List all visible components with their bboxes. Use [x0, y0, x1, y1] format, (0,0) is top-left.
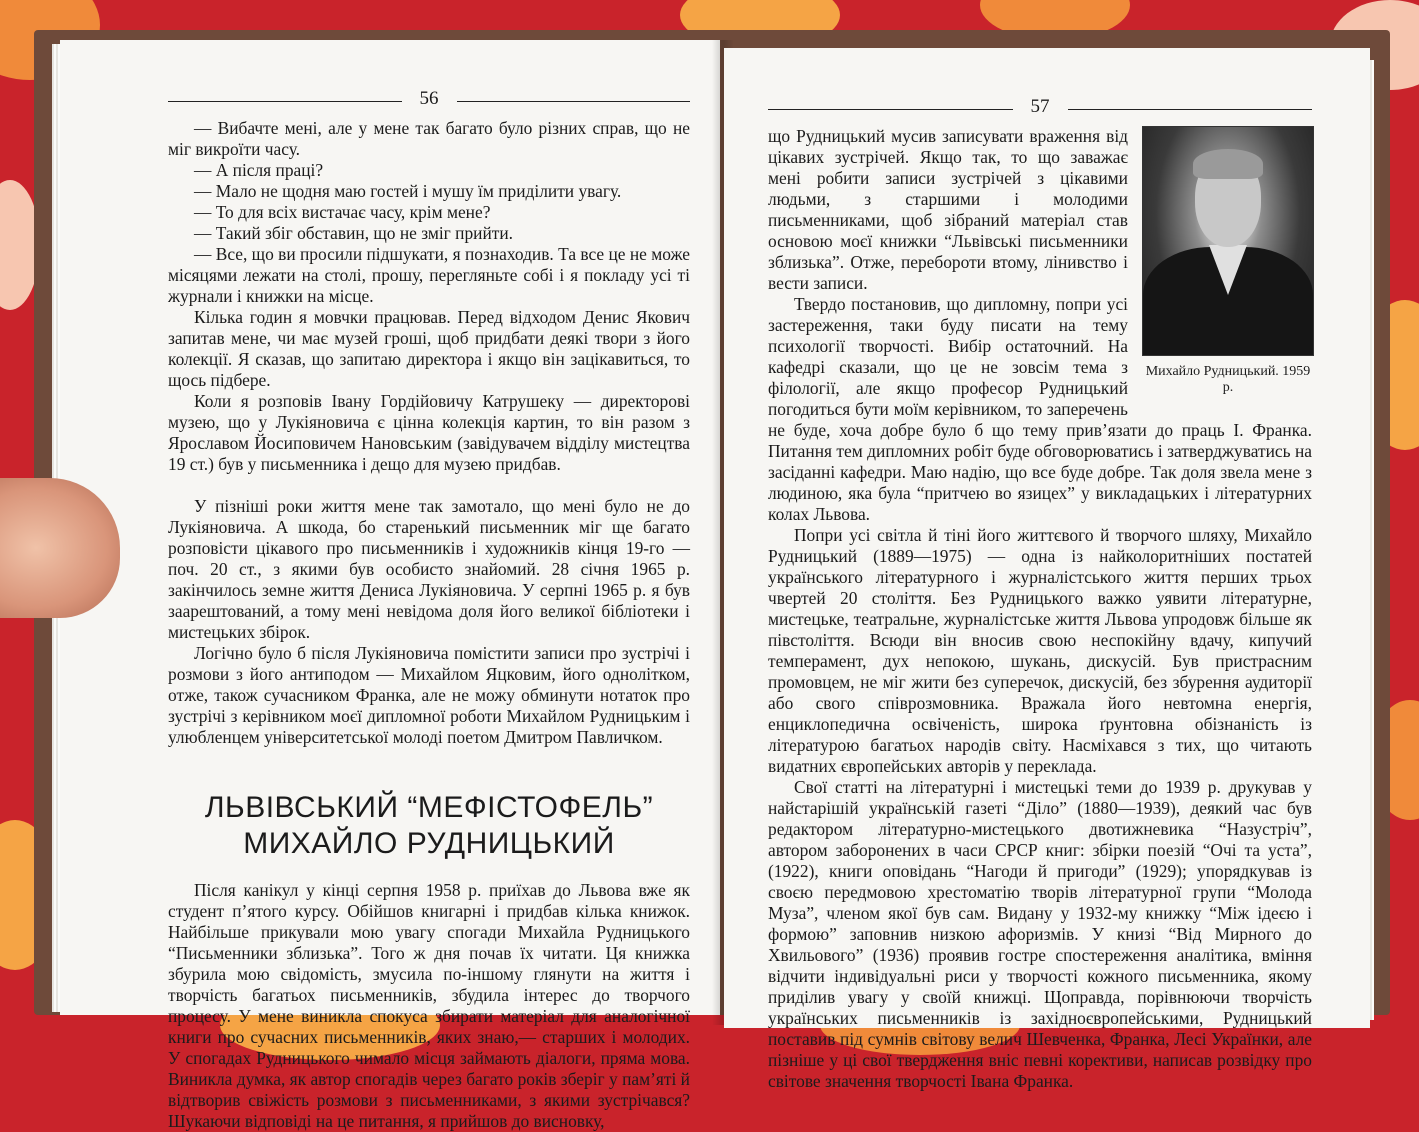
left-page-header	[168, 88, 690, 110]
left-text-block-b	[168, 496, 690, 748]
paragraph: У пізніші роки життя мене так замотало, що мені було не до Лукіяновича. А шкода, бо старенький письменник міг ще багато розповісти цікавого про письменників і художників кінця 19-го — поч. 20 ст., з якими був особисто знайомий. 28 січня 1965 р. закінчилось земне життя Дениса Лукіяновича. У серпні 1965 р. я був заарештований, а тому мені невідома доля його великої бібліотеки і мистецьких збірок.	[168, 496, 690, 642]
header-rule-left	[768, 109, 1013, 110]
portrait-figure	[1140, 126, 1316, 396]
header-rule-left	[168, 101, 402, 102]
paragraph: — А після праці?	[194, 160, 324, 180]
chapter-heading-line-1: ЛЬВІВСЬКИЙ “МЕФІСТОФЕЛЬ”	[204, 791, 654, 824]
paragraph: Попри усі світла й тіні його життєвого й творчого шляху, Михайло Рудницький (1889—1975) — одна із найколоритніших постатей українського літературного і журналістського життя перших трьох чвертей 20 століття. Без Рудницького важко уявити літературне, мистецьке, театральне, журналістське життя Львова упродовж більше як півстоліття. Всюди він вносив свою неспокійну вдачу, кипучий темперамент, дух непокою, шукань, дискусій. Був пристрасним промовцем, не міг жити без суперечок, дискусій, без збурення аудиторії або свого співрозмовника. Вражала його невтомна енергія, енциклопедична освіченість, широка ґрунтовна обізнаність із літературою багатьох народів світу. Насміхався з тих, що читають видатних європейських авторів у переклада.	[768, 525, 1312, 776]
paragraph: Твердо постановив, що дипломну, попри усі застереження, таки буду писати на тему психології творчості. Вибір остаточний. На кафедрі сказали, що це не зовсім тема з філології, але якщо професор Рудницький погодиться бути моїм керівником, то заперечень не буде, хоча добре було б що тему прив’язати до праць І. Франка. Питання тем дипломних робіт буде обговорюватись і затверджуватись на засіданні кафедри. Маю надію, що все буде добре. Так доля звела мене з людиною, яка була “притчею во язицех” у викладацьких і літературних колах Львова.	[768, 294, 1312, 524]
photo-caption: Михайло Рудницький. 1959 р.	[1145, 364, 1311, 395]
paragraph: Свої статті на літературні і мистецькі теми до 1939 р. друкував у найстарішій українській газеті “Діло” (1880—1939), деякий час був редактором літературно-мистецького двотижневика “Назустріч”, автором заборонених в часи СРСР книг: збірки поезій “Очі та уста”, (1922), книги оповідань “Нагоди й пригоди” (1929); упорядкував із своєю передмовою хрестоматію творів літературної групи “Молода Муза”, членом якої був сам. Видану у 1932-му книжку “Між ідеєю і формою” заповнив низкою афоризмів. У книзі “Від Мирного до Хвильового” (1936) проявив гостре спостереження аналітика, вміння відчити індивідуальні риси у творчості кожного письменника, якому приділив увагу у своїй книжці. Щоправда, порівнюючи творчість українських письменників із західноєвропейськими, Рудницький поставив під сумнів світову велич Шевченка, Франка, Лесі Українки, але пізніше у ці свої твердження вніс певні корективи, написав розвідку про світове значення творчості Івана Франка.	[768, 777, 1312, 1091]
paragraph: Кілька годин я мовчки працював. Перед відходом Денис Якович запитав мене, чи має музей гроші, щоб придбати деякі твори з його колекції. Я сказав, що запитаю директора і якщо він зацікавиться, то щось підбере.	[168, 307, 690, 390]
paragraph: Коли я розповів Івану Гордійовичу Катрушеку — директорові музею, що у Лукіяновича є цінна колекція картин, то він разом з Ярославом Йосиповичем Нановським (завідувачем відділу мистецтва 19 ст.) був у письменника і дещо для музею придбав.	[168, 391, 690, 474]
paragraph: Після канікул у кінці серпня 1958 р. приїхав до Львова вже як студент п’ятого курсу. Обійшов книгарні і придбав кілька книжок. Найбільше прикували мою увагу спогади Михайла Рудницького “Письменники зблизька”. Того ж дня почав їх читати. Ця книжка збурила мою свідомість, змусила по-іншому глянути на життя і творчість багатьох письменників, збудила інтерес до творчого процесу. У мене виникла спокуса збирати матеріал для аналогічної книги про сучасних письменників, яких знаю,— старших і молодих. У спогадах Рудницького чимало місця займають діалоги, пряма мова. Виникла думка, як автор спогадів через багато років зберіг у пам’яті й відтворив свіжість розмови з письменниками, з якими зустрічався? Шукаючи відповіді на це питання, я прийшов до висновку,	[168, 880, 690, 1131]
paragraph: — То для всіх вистачає часу, крім мене?	[194, 202, 491, 222]
page-number-56: 56	[419, 88, 439, 109]
header-rule-right	[457, 101, 691, 102]
portrait-photo	[1142, 126, 1314, 356]
paragraph: — Такий збіг обставин, що не зміг прийти.	[194, 223, 514, 243]
page-number-57: 57	[1030, 96, 1050, 117]
right-page-header	[768, 96, 1312, 118]
header-rule-right	[1068, 109, 1313, 110]
paragraph: — Вибачте мені, але у мене так багато було різних справ, що не міг викроїти часу.	[168, 118, 690, 159]
left-text-block-a	[168, 118, 690, 475]
right-page	[724, 48, 1370, 1091]
paragraph: — Мало не щодня маю гостей і мушу їм приділити увагу.	[194, 181, 622, 201]
section-gap	[168, 475, 690, 496]
chapter-heading-line-2: МИХАЙЛО РУДНИЦЬКИЙ	[243, 827, 615, 860]
paragraph: що Рудницький мусив записувати враження від цікавих зустрічей. Якщо так, то що заважає мені робити записи зустрічей з цікавими людьми, з старшими і молодими письменниками, щоб зібраний матеріал став основою моєї книжки “Львівські письменники зблизька”. Отже, перебороти втому, лінивство і вести записи.	[768, 126, 1128, 293]
chapter-heading	[168, 790, 690, 862]
paragraph: Логічно було б після Лукіяновича помістити записи про зустрічі і розмови з його антиподом — Михайлом Яцковим, його однолітком, отже, також сучасником Франка, але не можу обминути нотаток про зустрічі з керівником моєї дипломної роботи Михайлом Рудницьким і улюбленцем університетської молоді поетом Дмитром Павличком.	[168, 643, 690, 747]
left-page	[60, 40, 720, 1131]
paragraph: — Все, що ви просили підшукати, я познаходив. Та все це не може місяцями лежати на столі, прошу, перегляньте собі і я покладу усі ті журнали і книжки на місце.	[168, 244, 691, 306]
